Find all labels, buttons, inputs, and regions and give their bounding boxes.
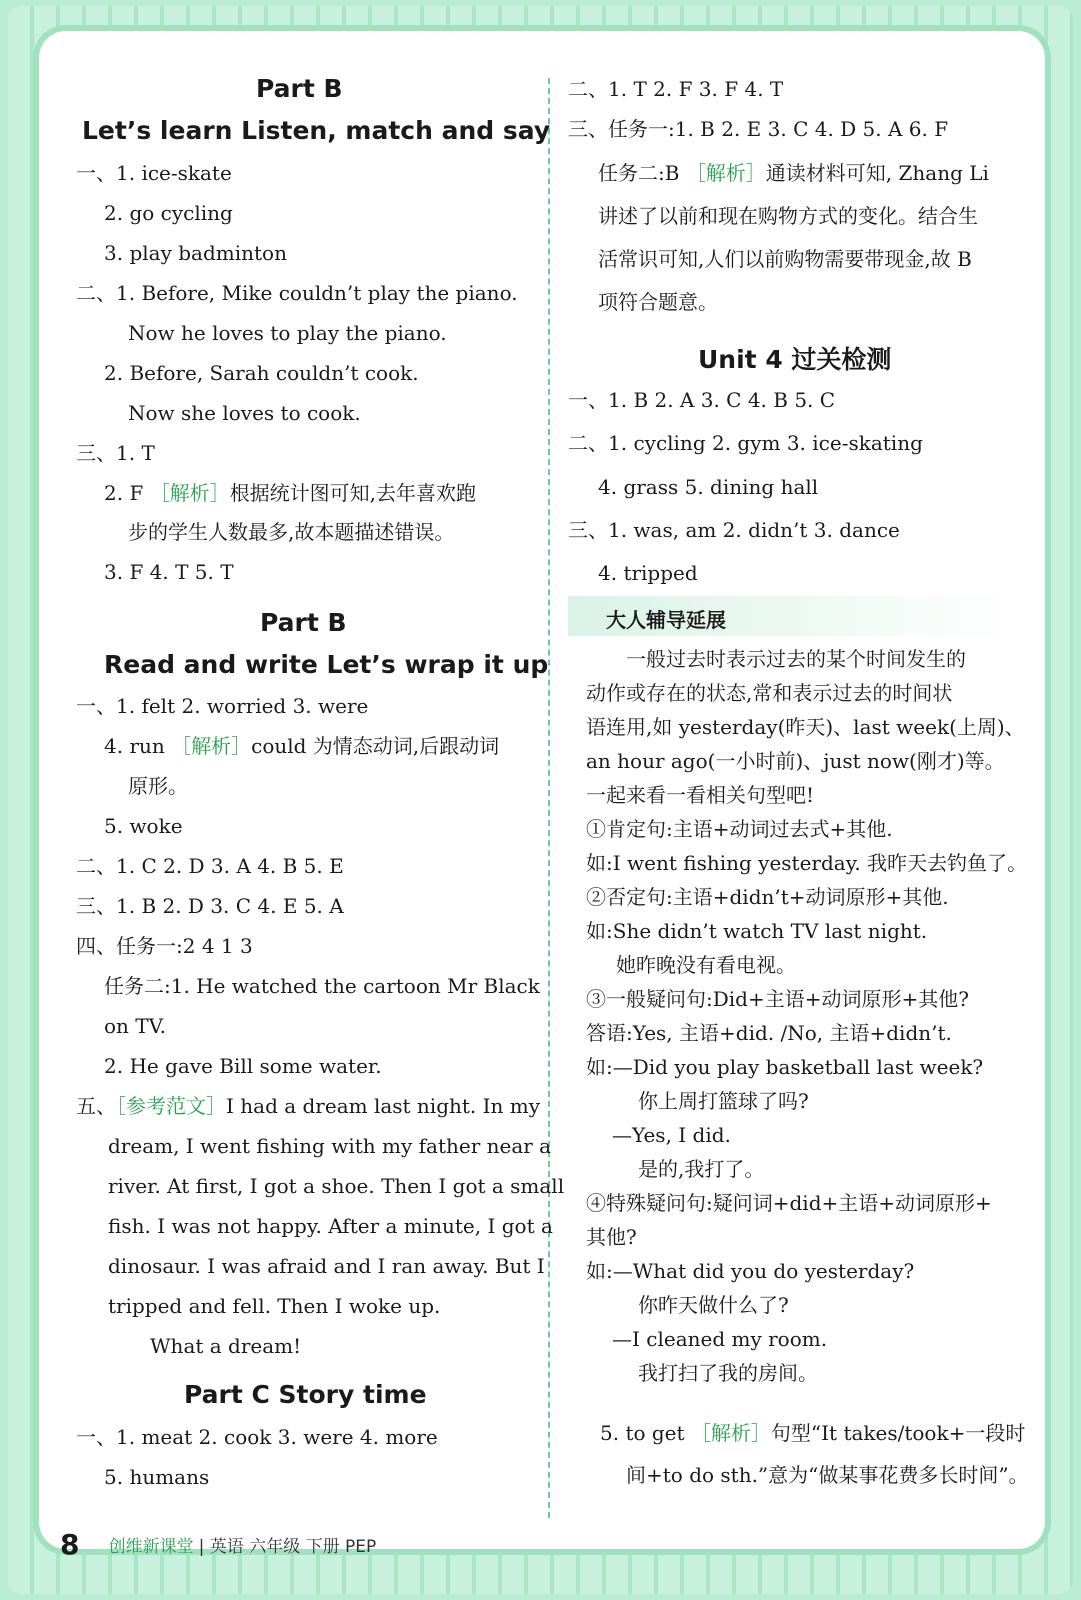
- essay-line: river. At first, I got a shoe. Then I got a small: [108, 1174, 565, 1198]
- guide-line: 你上周打篮球了吗?: [638, 1089, 809, 1113]
- answer-line: 一、1. meat 2. cook 3. were 4. more: [76, 1425, 438, 1449]
- guide-line: —I cleaned my room.: [612, 1327, 828, 1351]
- answer-line: 项符合题意。: [598, 290, 718, 314]
- subsection-title: 大人辅导延展: [606, 608, 726, 632]
- guide-line: 答语:Yes, 主语+did. /No, 主语+didn’t.: [586, 1021, 952, 1045]
- answer-line: 二、1. Before, Mike couldn’t play the piano.: [76, 281, 518, 305]
- answer-line: [104, 482, 476, 504]
- answer-line: 二、1. C 2. D 3. A 4. B 5. E: [76, 854, 344, 878]
- heading-unit4-test: Unit 4 过关检测: [698, 345, 892, 374]
- answer-line: 2. go cycling: [104, 201, 233, 225]
- answer-line: Now she loves to cook.: [128, 401, 361, 425]
- guide-line: 她昨晚没有看电视。: [616, 953, 796, 977]
- answer-line: 三、1. was, am 2. didn’t 3. dance: [568, 518, 900, 542]
- answer-line: 2. Before, Sarah couldn’t cook.: [104, 361, 419, 385]
- page-footer: [60, 1528, 376, 1561]
- analysis-tag: ［解析］: [685, 161, 766, 185]
- answer-line: [598, 162, 989, 184]
- answer-line: 3. play badminton: [104, 241, 287, 265]
- guide-line: ②否定句:主语+didn’t+动词原形+其他.: [586, 885, 949, 909]
- guide-line: 一起来看一看相关句型吧!: [586, 783, 815, 807]
- answer-text: 任务二:B: [598, 161, 686, 185]
- answer-text: 5. to get: [600, 1421, 691, 1445]
- page-number: 8: [60, 1528, 80, 1561]
- column-divider: [548, 78, 550, 1518]
- book-info: | 英语 六年级 下册 PEP: [198, 1537, 377, 1557]
- guide-line: 是的,我打了。: [638, 1157, 765, 1181]
- heading-part-b-2: Part B: [260, 608, 347, 637]
- answer-line: [104, 735, 499, 757]
- answer-line: [76, 1095, 540, 1117]
- answer-text: 五、: [76, 1094, 116, 1118]
- answer-line: 步的学生人数最多,故本题描述错误。: [128, 520, 455, 544]
- answer-line: 间+to do sth.”意为“做某事花费多长时间”。: [626, 1463, 1029, 1487]
- answer-line: 讲述了以前和现在购物方式的变化。结合生: [598, 204, 978, 228]
- essay-line: tripped and fell. Then I woke up.: [108, 1294, 441, 1318]
- guide-line: 其他?: [586, 1225, 637, 1249]
- guide-line: 我打扫了我的房间。: [638, 1361, 818, 1385]
- guide-line: 语连用,如 yesterday(昨天)、last week(上周)、: [586, 715, 1025, 739]
- answer-line: 二、1. T 2. F 3. F 4. T: [568, 77, 784, 101]
- heading-lets-learn: Let’s learn Listen, match and say: [82, 116, 551, 145]
- guide-line: an hour ago(一小时前)、just now(刚才)等。: [586, 749, 1005, 773]
- heading-part-c: Part C Story time: [184, 1380, 427, 1409]
- answer-line: 一、1. B 2. A 3. C 4. B 5. C: [568, 388, 836, 412]
- guide-line: 如:I went fishing yesterday. 我昨天去钓鱼了。: [586, 851, 1028, 875]
- answer-line: 原形。: [128, 774, 188, 798]
- answer-line: 活常识可知,人们以前购物需要带现金,故 B: [598, 247, 972, 271]
- guide-line: ③一般疑问句:Did+主语+动词原形+其他?: [586, 987, 969, 1011]
- answer-line: 5. woke: [104, 814, 183, 838]
- answer-line: 三、1. B 2. D 3. C 4. E 5. A: [76, 894, 344, 918]
- analysis-tag: ［解析］: [171, 734, 252, 758]
- sample-essay-tag: ［参考范文］: [116, 1094, 226, 1118]
- answer-text: 4. run: [104, 734, 172, 758]
- answer-line: on TV.: [104, 1014, 166, 1038]
- answer-text: 2. F: [104, 481, 150, 505]
- answer-line: 四、任务一:2 4 1 3: [76, 934, 253, 958]
- answer-line: 5. humans: [104, 1465, 210, 1489]
- analysis-tag: ［解析］: [149, 481, 230, 505]
- guide-line: 如:She didn’t watch TV last night.: [586, 919, 928, 943]
- guide-line: ①肯定句:主语+动词过去式+其他.: [586, 817, 893, 841]
- essay-text: I had a dream last night. In my: [226, 1094, 541, 1118]
- essay-line: fish. I was not happy. After a minute, I got a: [108, 1214, 553, 1238]
- answer-line: 一、1. felt 2. worried 3. were: [76, 694, 369, 718]
- guide-line: 如:—What did you do yesterday?: [586, 1259, 915, 1283]
- answer-line: Now he loves to play the piano.: [128, 321, 447, 345]
- series-name: 创维新课堂: [108, 1537, 194, 1557]
- answer-line: 3. F 4. T 5. T: [104, 560, 234, 584]
- answer-line: 4. tripped: [598, 561, 698, 585]
- heading-part-b: Part B: [256, 74, 343, 103]
- answer-line: 三、任务一:1. B 2. E 3. C 4. D 5. A 6. F: [568, 117, 949, 141]
- guide-line: —Yes, I did.: [612, 1123, 731, 1147]
- guide-line: 一般过去时表示过去的某个时间发生的: [626, 647, 966, 671]
- answer-line: [600, 1422, 1025, 1444]
- analysis-text: 通读材料可知, Zhang Li: [765, 161, 989, 185]
- guide-line: 动作或存在的状态,常和表示过去的时间状: [586, 681, 953, 705]
- answer-line: 2. He gave Bill some water.: [104, 1054, 382, 1078]
- essay-line: What a dream!: [150, 1334, 302, 1358]
- answer-line: 三、1. T: [76, 441, 155, 465]
- essay-line: dream, I went fishing with my father near a: [108, 1134, 552, 1158]
- guide-line: ④特殊疑问句:疑问词+did+主语+动词原形+: [586, 1191, 992, 1215]
- guide-line: 如:—Did you play basketball last week?: [586, 1055, 984, 1079]
- analysis-text: 句型“It takes/took+一段时: [770, 1421, 1026, 1445]
- answer-line: 一、1. ice-skate: [76, 161, 232, 185]
- answer-line: 二、1. cycling 2. gym 3. ice-skating: [568, 431, 923, 455]
- analysis-text: could 为情态动词,后跟动词: [251, 734, 500, 758]
- analysis-tag: ［解析］: [690, 1421, 771, 1445]
- guide-line: 你昨天做什么了?: [638, 1293, 789, 1317]
- heading-read-and-write: Read and write Let’s wrap it up: [104, 650, 549, 679]
- essay-line: dinosaur. I was afraid and I ran away. But I: [108, 1254, 545, 1278]
- analysis-text: 根据统计图可知,去年喜欢跑: [229, 481, 477, 505]
- answer-line: 任务二:1. He watched the cartoon Mr Black: [104, 974, 540, 998]
- answer-line: 4. grass 5. dining hall: [598, 475, 819, 499]
